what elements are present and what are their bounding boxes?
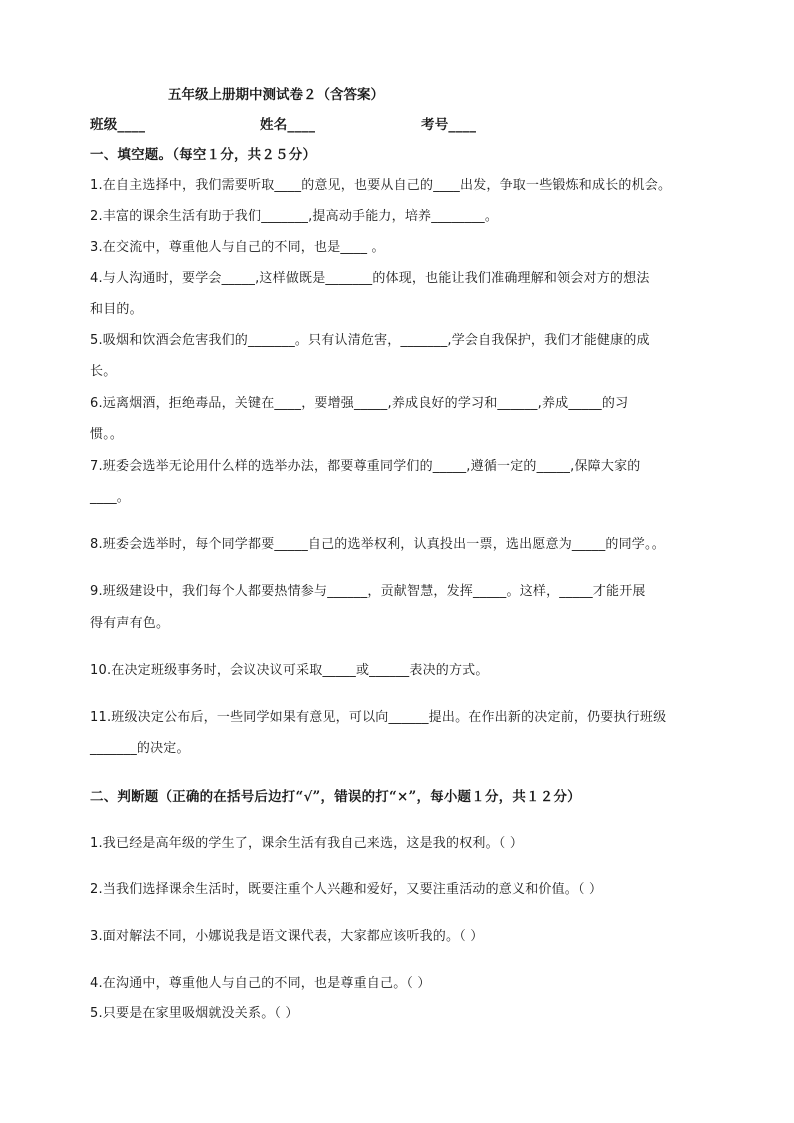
question-line: 9.班级建设中，我们每个人都要热情参与______，贡献智慧，发挥_____。这样，_____才能开展 bbox=[90, 584, 646, 599]
question-line: 4.在沟通中，尊重他人与自己的不同，也是尊重自己。（ ） bbox=[90, 976, 431, 991]
question-line: 2.丰富的课余生活有助于我们_______,提高动手能力，培养________。 bbox=[90, 209, 499, 224]
question-line: 5.吸烟和饮酒会危害我们的_______。只有认清危害，_______,学会自我保护，我们才能健康的成 bbox=[90, 333, 650, 348]
question-line: 6.远离烟酒，拒绝毒品，关键在____，要增强_____,养成良好的学习和______,养成_____的习 bbox=[90, 396, 629, 411]
exam-number-field: 考号____ bbox=[421, 117, 477, 133]
question-line: ____。 bbox=[90, 490, 130, 505]
class-field: 班级____ bbox=[90, 117, 146, 133]
question-line: 10.在决定班级事务时，会议决议可采取_____或______表决的方式。 bbox=[90, 663, 489, 678]
question-line: 4.与人沟通时，要学会_____,这样做既是_______的体现，也能让我们准确理解和领会对方的想法 bbox=[90, 271, 650, 286]
section1-heading: 一、填空题。（每空１分，共２５分） bbox=[90, 147, 317, 163]
question-line: _______的决定。 bbox=[90, 741, 190, 756]
question-line: 得有声有色。 bbox=[90, 616, 170, 631]
question-line: 3.在交流中，尊重他人与自己的不同，也是____ 。 bbox=[90, 240, 385, 255]
question-line: 7.班委会选举无论用什么样的选举办法，都要尊重同学们的_____,遵循一定的_____,保障大家的 bbox=[90, 459, 641, 474]
question-line: 长。 bbox=[90, 364, 117, 379]
exam-title: 五年级上册期中测试卷２（含答案） bbox=[168, 87, 384, 103]
question-line: 1.在自主选择中，我们需要听取____的意见，也要从自己的____出发，争取一些锻炼和成长的机会。 bbox=[90, 178, 672, 193]
name-field: 姓名____ bbox=[260, 117, 316, 133]
question-line: 1.我已经是高年级的学生了，课余生活有我自己来选，这是我的权利。（ ） bbox=[90, 836, 524, 851]
section2-heading: 二、判断题（正确的在括号后边打“√”，错误的打“×”，每小题１分，共１２分） bbox=[90, 789, 581, 805]
question-line: 8.班委会选举时，每个同学都要_____自己的选举权利，认真投出一票，选出愿意为_____的同学。。 bbox=[90, 537, 665, 552]
question-line: 11.班级决定公布后，一些同学如果有意见，可以向______提出。在作出新的决定前，仍要执行班级 bbox=[90, 710, 667, 725]
question-line: 3.面对解法不同，小娜说我是语文课代表，大家都应该听我的。（ ） bbox=[90, 929, 484, 944]
question-line: 2.当我们选择课余生活时，既要注重个人兴趣和爱好，又要注重活动的意义和价值。（ ） bbox=[90, 882, 603, 897]
question-line: 5.只要是在家里吸烟就没关系。（ ） bbox=[90, 1006, 299, 1021]
question-line: 和目的。 bbox=[90, 302, 143, 317]
question-line: 惯。。 bbox=[90, 427, 124, 442]
